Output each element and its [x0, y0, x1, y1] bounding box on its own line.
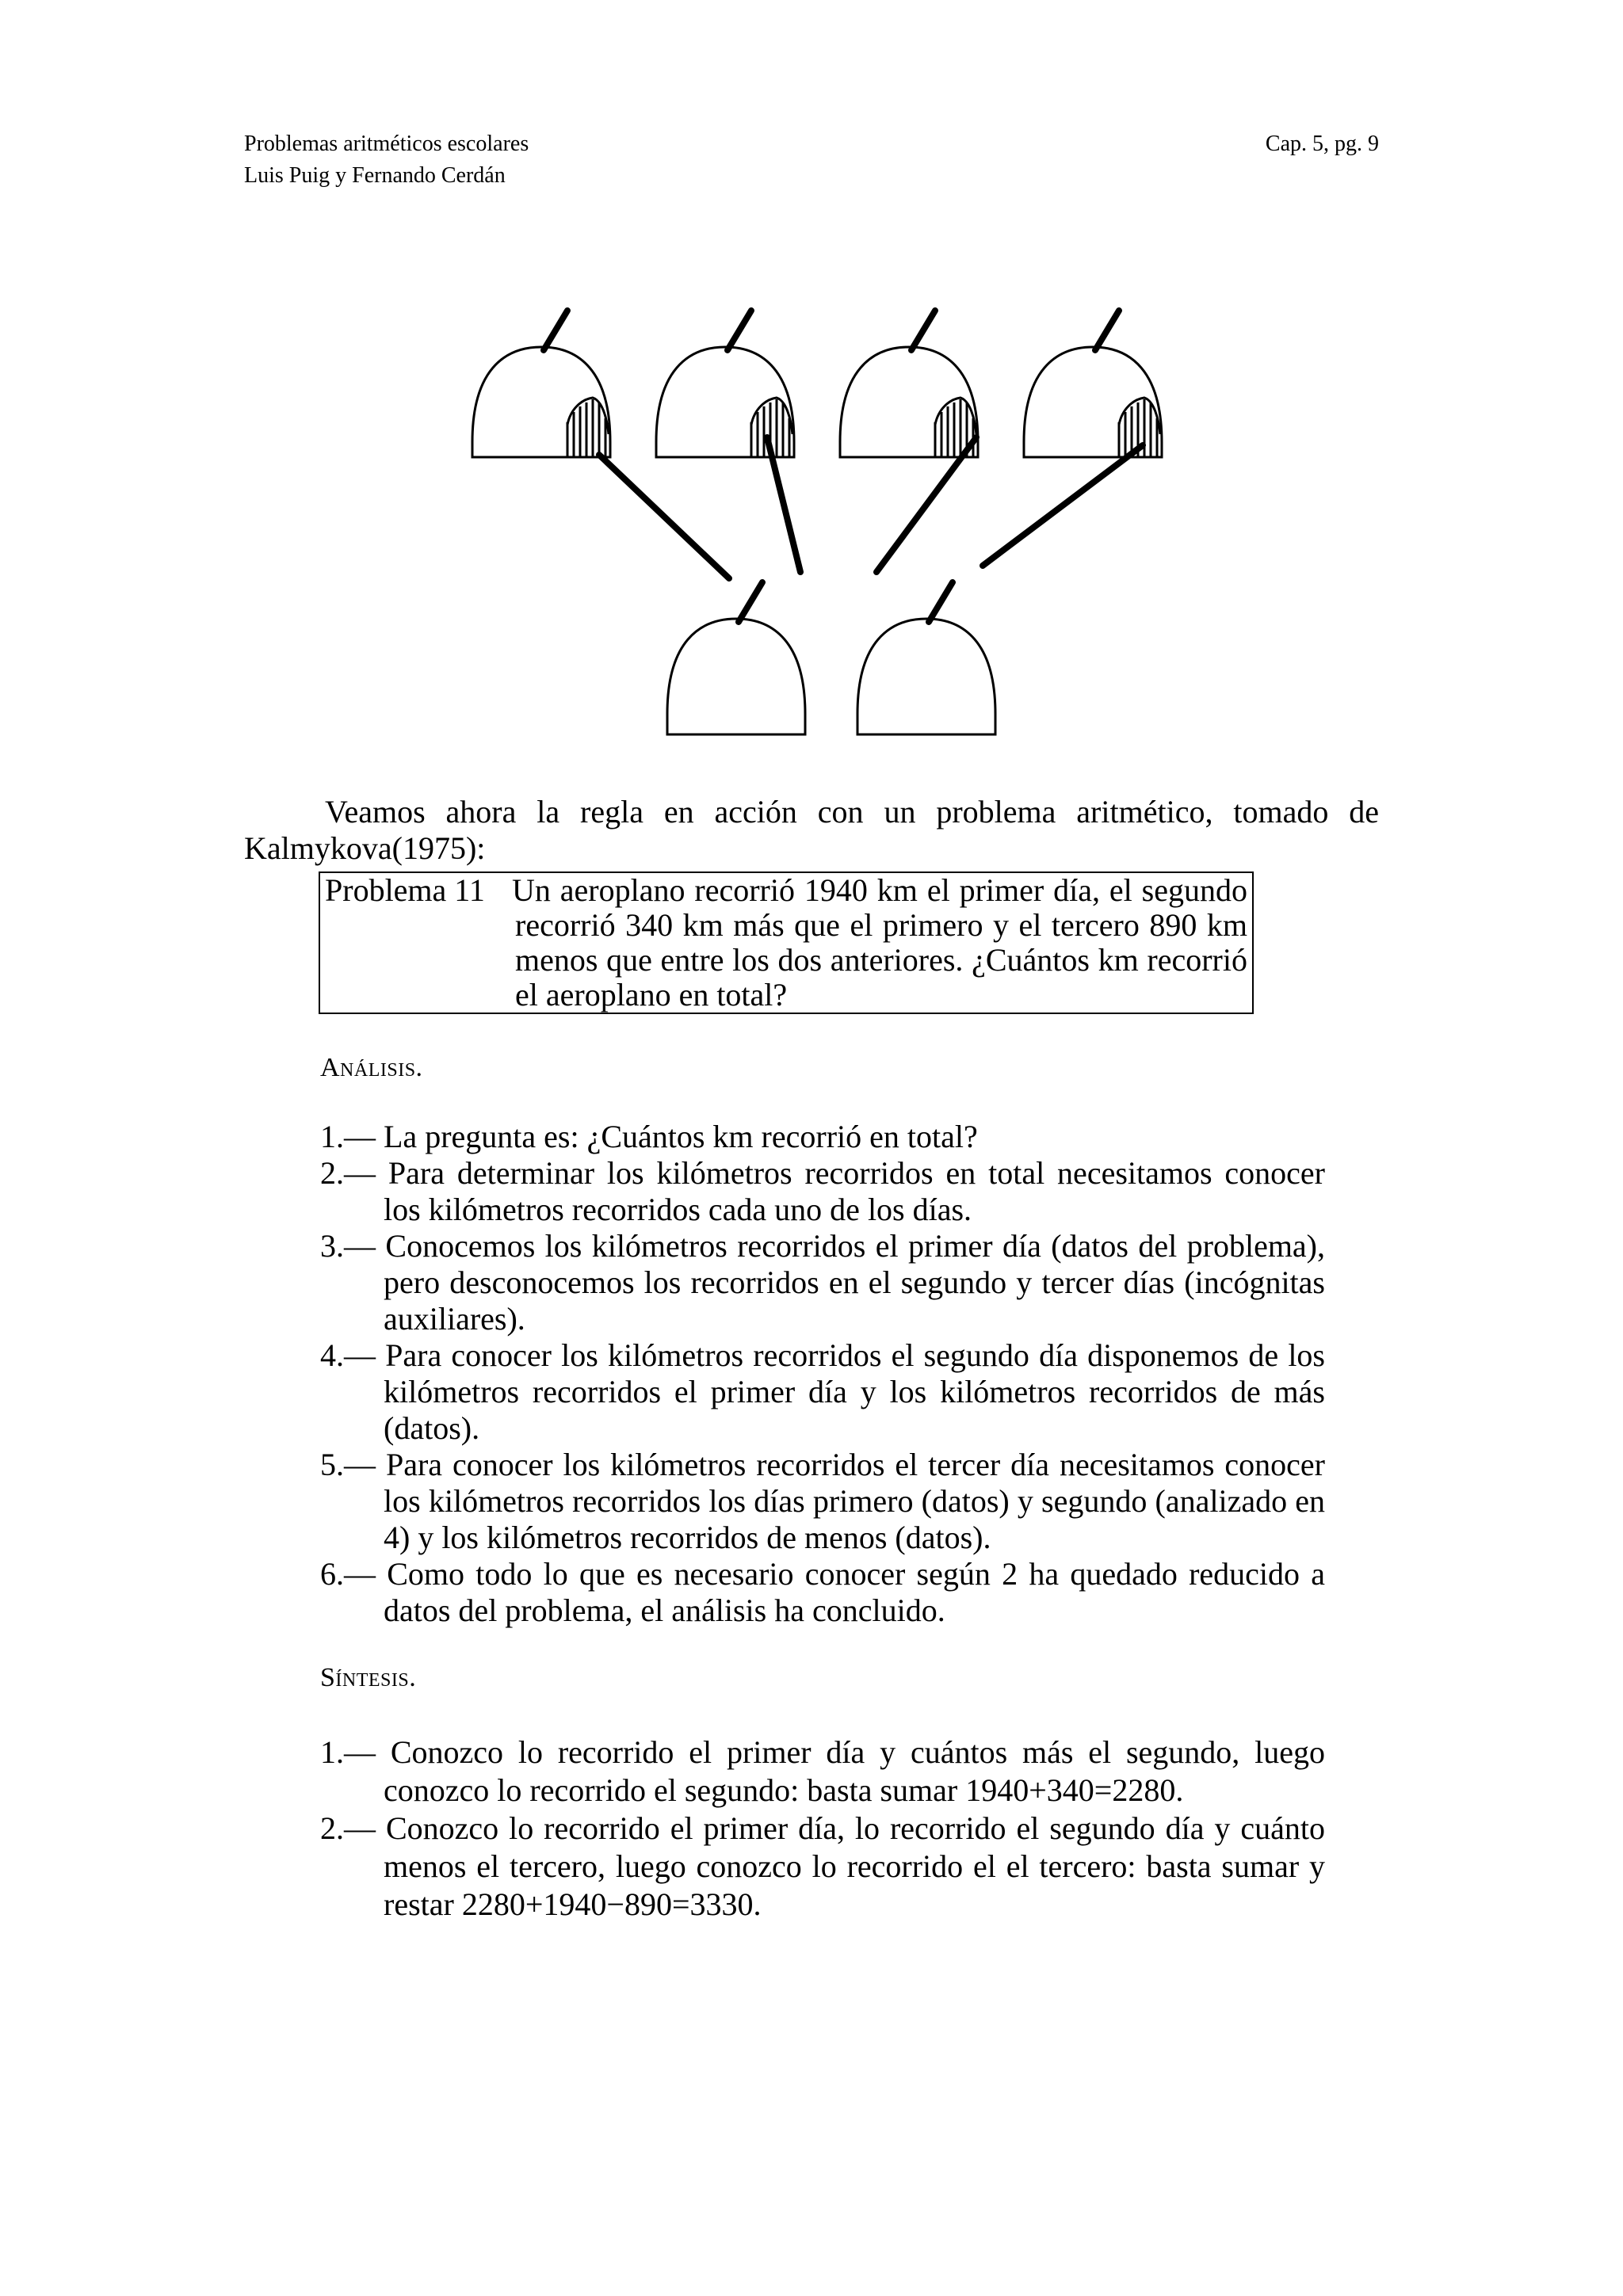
problem-text: Un aeroplano recorrió 1940 km el primer día, el segundo recorrió 340 km más que el primero y el tercero 890 km menos que entre los dos anteriores. ¿Cuántos km recorrió el aeroplano en total?	[512, 872, 1247, 1013]
connector-lines	[599, 437, 1143, 578]
list-item	[320, 1119, 1325, 1155]
item-number: 6.—	[320, 1556, 376, 1592]
top-node-4	[1024, 311, 1162, 457]
item-number: 1.—	[320, 1119, 376, 1154]
synthesis-heading: Síntesis.	[320, 1663, 417, 1692]
bottom-node-2	[857, 582, 995, 734]
item-text: Conozco lo recorrido el primer día y cuántos más el segundo, luego conozco lo recorrido el segundo: basta sumar 1940+340=2280.	[384, 1734, 1325, 1808]
item-number: 4.—	[320, 1337, 376, 1373]
intro-paragraph: Veamos ahora la regla en acción con un problema aritmético, tomado de Kalmykova(1975):	[244, 794, 1379, 866]
problem-label: Problema 11	[325, 872, 485, 908]
authors: Luis Puig y Fernando Cerdán	[244, 163, 506, 188]
list-item	[320, 1447, 1325, 1556]
item-number: 2.—	[320, 1810, 376, 1846]
analysis-tree-diagram-icon	[0, 0, 1623, 761]
list-item	[320, 1228, 1325, 1337]
list-item	[320, 1556, 1325, 1629]
item-text: Conocemos los kilómetros recorridos el primer día (datos del problema), pero desconocemos los recorridos en el segundo y tercer días (incógnitas auxiliares).	[384, 1228, 1326, 1337]
problem-box	[319, 871, 1254, 1014]
item-text: Para conocer los kilómetros recorridos el tercer día necesitamos conocer los kilómetros recorridos los días primero (datos) y segundo (analizado en 4) y los kilómetros recorridos de menos (datos).	[384, 1447, 1326, 1555]
list-item	[320, 1810, 1325, 1924]
item-text: Para conocer los kilómetros recorridos el segundo día disponemos de los kilómetros recorridos el primer día y los kilómetros recorridos de más (datos).	[384, 1337, 1325, 1446]
top-node-3	[840, 311, 978, 457]
item-text: Como todo lo que es necesario conocer según 2 ha quedado reducido a datos del problema, el análisis ha concluido.	[384, 1556, 1326, 1628]
top-node-2	[656, 311, 794, 457]
list-item	[320, 1155, 1325, 1228]
item-text: La pregunta es: ¿Cuántos km recorrió en total?	[384, 1119, 978, 1154]
synthesis-list	[320, 1733, 1325, 1924]
list-item	[320, 1733, 1325, 1810]
item-number: 1.—	[320, 1734, 376, 1770]
item-text: Para determinar los kilómetros recorridos en total necesitamos conocer los kilómetros recorridos cada uno de los días.	[384, 1155, 1326, 1227]
analysis-heading: Análisis.	[320, 1053, 423, 1082]
item-number: 3.—	[320, 1228, 376, 1264]
page-reference: Cap. 5, pg. 9	[1265, 132, 1379, 156]
item-number: 5.—	[320, 1447, 376, 1482]
item-number: 2.—	[320, 1155, 376, 1191]
analysis-list	[320, 1119, 1325, 1629]
list-item	[320, 1337, 1325, 1447]
book-title: Problemas aritméticos escolares	[244, 132, 529, 156]
top-node-1	[472, 311, 610, 457]
bottom-node-1	[667, 582, 805, 734]
item-text: Conozco lo recorrido el primer día, lo recorrido el segundo día y cuánto menos el tercero, luego conozco lo recorrido el el tercero: basta sumar y restar 2280+1940−890=3330.	[384, 1810, 1325, 1922]
